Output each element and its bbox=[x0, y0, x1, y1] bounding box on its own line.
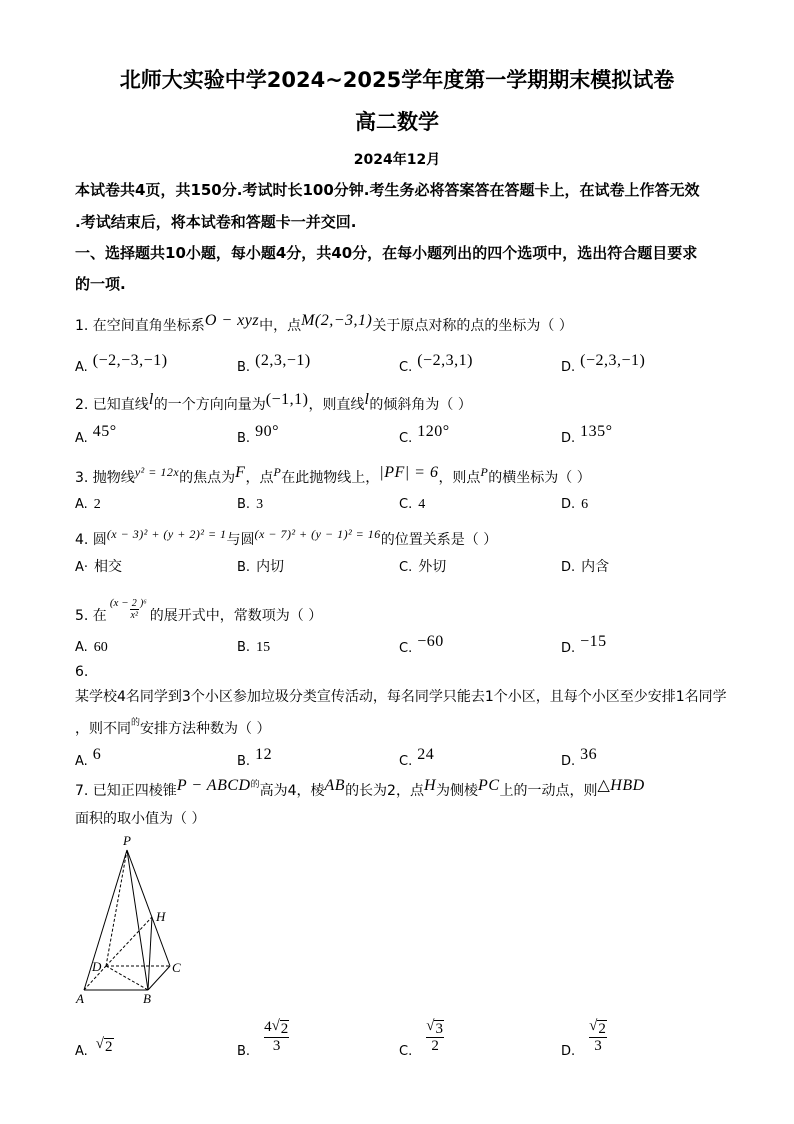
fraction-numerator bbox=[589, 1019, 607, 1037]
section-heading-line-2: 的一项. bbox=[75, 275, 126, 293]
q3-formula-focus-f: F bbox=[235, 464, 246, 481]
q3-formula-point-p: P bbox=[480, 465, 489, 479]
option-label: D. bbox=[561, 641, 576, 656]
q6-option-b bbox=[237, 746, 273, 772]
edge-pc bbox=[127, 850, 170, 966]
q1-formula-point-m: M(2,−3,1) bbox=[301, 312, 373, 329]
sqrt-radicand: 2 bbox=[105, 1039, 113, 1055]
instructions-line-2: .考试结束后，将本试卷和答题卡一并交回. bbox=[75, 213, 357, 231]
option-label: B. bbox=[237, 640, 251, 655]
exam-date: 2024年12月 bbox=[353, 152, 441, 168]
option-value: (−2,−3,−1) bbox=[92, 352, 168, 369]
option-value: 60 bbox=[93, 640, 108, 655]
exam-subject: 高二数学 bbox=[355, 110, 439, 134]
q7-text: 为侧棱 bbox=[436, 783, 479, 799]
exam-title: 北师大实验中学2024~2025学年度第一学期期末模拟试卷 bbox=[119, 68, 675, 92]
option-label: B. bbox=[237, 497, 251, 512]
question-6-number: 6. bbox=[75, 664, 89, 680]
q1-option-d bbox=[561, 352, 646, 378]
option-value: 12 bbox=[255, 746, 273, 763]
fraction-denominator: 3 bbox=[264, 1037, 289, 1055]
option-label: C. bbox=[399, 560, 413, 575]
option-label: C. bbox=[399, 431, 413, 446]
q4-text: 的位置关系是（ ） bbox=[380, 532, 498, 548]
option-label: D. bbox=[561, 431, 576, 446]
fraction-numerator bbox=[426, 1019, 444, 1037]
q7-text: 的长为2，点 bbox=[345, 783, 424, 799]
q2-text: ，则直线 bbox=[308, 397, 365, 413]
label-h: H bbox=[156, 909, 166, 924]
option-value-fraction bbox=[264, 1019, 289, 1055]
option-value: 120° bbox=[417, 423, 450, 440]
option-label: D. bbox=[561, 1044, 576, 1059]
option-label: A· bbox=[75, 560, 89, 575]
label-p: P bbox=[123, 833, 131, 848]
q6-option-a bbox=[75, 746, 102, 772]
sqrt-radicand: 2 bbox=[598, 1021, 606, 1037]
option-value-sqrt bbox=[96, 1037, 114, 1055]
q2-text: 的倾斜角为（ ） bbox=[369, 397, 472, 413]
numerator-sqrt bbox=[589, 1019, 607, 1037]
q3-option-a bbox=[75, 495, 101, 515]
q3-formula-pf-length: |PF| = 6 bbox=[379, 464, 439, 481]
sqrt-radicand: 3 bbox=[435, 1021, 443, 1037]
option-label: B. bbox=[237, 1044, 251, 1059]
option-label: D. bbox=[561, 754, 576, 769]
q2-option-c bbox=[399, 423, 450, 449]
q2-formula-direction-vector: (−1,1) bbox=[265, 391, 309, 408]
option-value: 3 bbox=[256, 497, 264, 512]
sqrt-symbol: √ bbox=[589, 1018, 598, 1034]
q2-text: 的一个方向向量为 bbox=[153, 397, 266, 413]
label-b: B bbox=[143, 991, 151, 1006]
q2-formula-line-l: l bbox=[148, 391, 154, 408]
option-value: 6 bbox=[581, 497, 589, 512]
q6-small-char: 的 bbox=[131, 718, 141, 728]
q7-text: 7. 已知正四棱锥 bbox=[75, 783, 177, 799]
question-6-line-1: 某学校4名同学到3个小区参加垃圾分类宣传活动，每名同学只能去1个小区，且每个小区至少安排1名同学 bbox=[75, 689, 727, 705]
q7-formula-edge-ab: AB bbox=[324, 777, 346, 794]
question-4 bbox=[75, 527, 498, 550]
question-5 bbox=[75, 597, 323, 635]
sqrt-symbol: √ bbox=[95, 1036, 105, 1052]
option-label: B. bbox=[237, 360, 251, 375]
option-label: D. bbox=[561, 360, 576, 375]
label-c: C bbox=[172, 960, 181, 975]
label-d: D bbox=[92, 959, 102, 974]
numerator-coefficient: 4 bbox=[264, 1019, 272, 1035]
q3-option-d bbox=[561, 495, 588, 515]
option-value: −60 bbox=[417, 633, 444, 650]
option-label: B. bbox=[237, 754, 251, 769]
q4-formula-circle-2: (x − 7)² + (y − 1)² = 16 bbox=[254, 527, 381, 541]
q5-formula-binomial bbox=[110, 598, 147, 621]
q4-formula-circle-1: (x − 3)² + (y + 2)² = 1 bbox=[106, 527, 227, 541]
q5-option-d bbox=[561, 633, 607, 659]
option-value: 6 bbox=[92, 746, 102, 763]
q1-formula-coord-system: O − xyz bbox=[204, 312, 260, 329]
instructions-line-1: 本试卷共4页，共150分.考试时长100分钟.考生务必将答案答在答题卡上，在试卷上作答无效 bbox=[75, 181, 700, 199]
numerator-sqrt bbox=[272, 1019, 290, 1037]
option-value: 135° bbox=[580, 423, 613, 440]
q1-text: 1. 在空间直角坐标系 bbox=[75, 318, 205, 334]
q3-text: 在此抛物线上， bbox=[281, 470, 380, 486]
q7-formula-edge-pc: PC bbox=[478, 777, 500, 794]
option-value: 90° bbox=[255, 423, 279, 440]
option-label: C. bbox=[399, 754, 413, 769]
question-1 bbox=[75, 312, 573, 336]
q1-option-c bbox=[399, 352, 473, 378]
q7-small-char: 的 bbox=[250, 780, 260, 790]
q6-text: 安排方法种数为（ ） bbox=[140, 721, 271, 737]
q5-text: 的展开式中，常数项为（ ） bbox=[149, 608, 323, 624]
option-value: 内切 bbox=[256, 559, 285, 575]
option-label: A. bbox=[75, 1044, 88, 1059]
q5-formula-close: )⁶ bbox=[139, 598, 147, 609]
option-label: C. bbox=[399, 497, 413, 512]
q7-formula-triangle-hbd: △HBD bbox=[597, 777, 645, 794]
question-7-line-2: 面积的取小值为（ ） bbox=[75, 811, 206, 827]
q2-option-d bbox=[561, 423, 613, 449]
q3-text: 的横坐标为（ ） bbox=[488, 470, 591, 486]
option-value: (2,3,−1) bbox=[255, 352, 311, 369]
option-value: 45° bbox=[92, 423, 117, 440]
fraction-denominator: 2 bbox=[426, 1037, 444, 1055]
pyramid-figure bbox=[70, 830, 200, 1010]
option-value: 相交 bbox=[94, 559, 123, 575]
option-value: −15 bbox=[580, 633, 607, 650]
q2-option-b bbox=[237, 423, 279, 449]
q5-formula-fraction bbox=[130, 598, 139, 621]
q7-option-c bbox=[399, 1012, 444, 1060]
q4-text: 与圆 bbox=[226, 532, 255, 548]
edge-pb bbox=[127, 850, 148, 990]
option-value: 外切 bbox=[418, 559, 447, 575]
option-label: C. bbox=[399, 1044, 413, 1059]
segment-db bbox=[106, 966, 148, 990]
q5-text: 5. 在 bbox=[75, 608, 107, 624]
q3-text: ，则点 bbox=[438, 470, 481, 486]
question-2 bbox=[75, 391, 472, 415]
question-3 bbox=[75, 464, 591, 488]
q2-text: 2. 已知直线 bbox=[75, 397, 149, 413]
label-a: A bbox=[76, 991, 84, 1006]
q5-option-b bbox=[237, 638, 270, 658]
option-label: D. bbox=[561, 497, 576, 512]
option-value: 15 bbox=[256, 640, 271, 655]
q5-option-a bbox=[75, 638, 108, 658]
q4-text: 4. 圆 bbox=[75, 532, 107, 548]
option-value: 24 bbox=[417, 746, 435, 763]
option-label: A. bbox=[75, 497, 88, 512]
q3-option-c bbox=[399, 495, 425, 515]
q6-text: ，则不同 bbox=[75, 721, 131, 737]
option-label: C. bbox=[399, 360, 413, 375]
q3-formula-point-p: P bbox=[273, 465, 282, 479]
option-label: A. bbox=[75, 431, 88, 446]
q4-option-c bbox=[399, 557, 446, 578]
q3-option-b bbox=[237, 495, 263, 515]
q4-option-b bbox=[237, 557, 284, 578]
q7-option-d bbox=[561, 1012, 607, 1060]
option-label: A. bbox=[75, 360, 88, 375]
option-value: 2 bbox=[93, 497, 101, 512]
q4-option-a bbox=[75, 557, 122, 578]
q1-option-a bbox=[75, 352, 168, 378]
q5-formula-open: (x − bbox=[109, 597, 129, 609]
fraction-denominator: 3 bbox=[589, 1037, 607, 1055]
q6-option-d bbox=[561, 746, 598, 772]
sqrt-symbol: √ bbox=[426, 1018, 435, 1034]
option-label: B. bbox=[237, 431, 251, 446]
q7-text: 上的一动点，则 bbox=[499, 783, 598, 799]
q5-fraction-denominator: x² bbox=[130, 610, 138, 621]
segment-hb bbox=[148, 917, 152, 990]
q3-text: 的焦点为 bbox=[179, 470, 236, 486]
q7-option-b bbox=[237, 1012, 289, 1060]
q7-formula-point-h: H bbox=[423, 777, 437, 794]
q3-formula-parabola: y² = 12x bbox=[134, 465, 180, 479]
fraction-numerator bbox=[264, 1019, 289, 1037]
edge-pa bbox=[84, 850, 127, 990]
option-value: 内含 bbox=[581, 559, 610, 575]
q1-text: 中，点 bbox=[259, 318, 302, 334]
q2-option-a bbox=[75, 423, 117, 449]
option-value: 36 bbox=[580, 746, 598, 763]
option-label: A. bbox=[75, 640, 88, 655]
question-7-line-1 bbox=[75, 777, 645, 803]
q7-option-a bbox=[75, 1012, 114, 1060]
edge-bc bbox=[148, 966, 170, 990]
q2-formula-line-l: l bbox=[364, 391, 370, 408]
section-heading-line-1: 一、选择题共10小题，每小题4分，共40分，在每小题列出的四个选项中，选出符合题目要求 bbox=[75, 244, 698, 262]
question-6-line-2 bbox=[75, 719, 270, 741]
option-label: A. bbox=[75, 754, 88, 769]
sqrt-radicand: 2 bbox=[280, 1021, 289, 1037]
q5-fraction-numerator: 2 bbox=[131, 598, 137, 609]
sqrt-symbol: √ bbox=[271, 1018, 280, 1034]
option-value-fraction bbox=[426, 1019, 444, 1055]
option-label: C. bbox=[399, 641, 413, 656]
numerator-sqrt bbox=[426, 1019, 444, 1037]
option-value: 4 bbox=[418, 497, 426, 512]
q3-text: ，点 bbox=[245, 470, 274, 486]
q7-text: 高为4，棱 bbox=[259, 783, 325, 799]
q1-option-b bbox=[237, 352, 311, 378]
q1-text: 关于原点对称的点的坐标为（ ） bbox=[372, 318, 573, 334]
option-value: (−2,3,1) bbox=[417, 352, 473, 369]
q6-option-c bbox=[399, 746, 435, 772]
option-value-fraction bbox=[589, 1019, 607, 1055]
q4-option-d bbox=[561, 557, 609, 578]
segment-dh bbox=[106, 917, 152, 966]
q5-option-c bbox=[399, 633, 444, 659]
q7-formula-pyramid: P − ABCD bbox=[176, 777, 251, 794]
option-label: B. bbox=[237, 560, 251, 575]
q3-text: 3. 抛物线 bbox=[75, 470, 135, 486]
option-value: (−2,3,−1) bbox=[580, 352, 646, 369]
option-label: D. bbox=[561, 560, 576, 575]
